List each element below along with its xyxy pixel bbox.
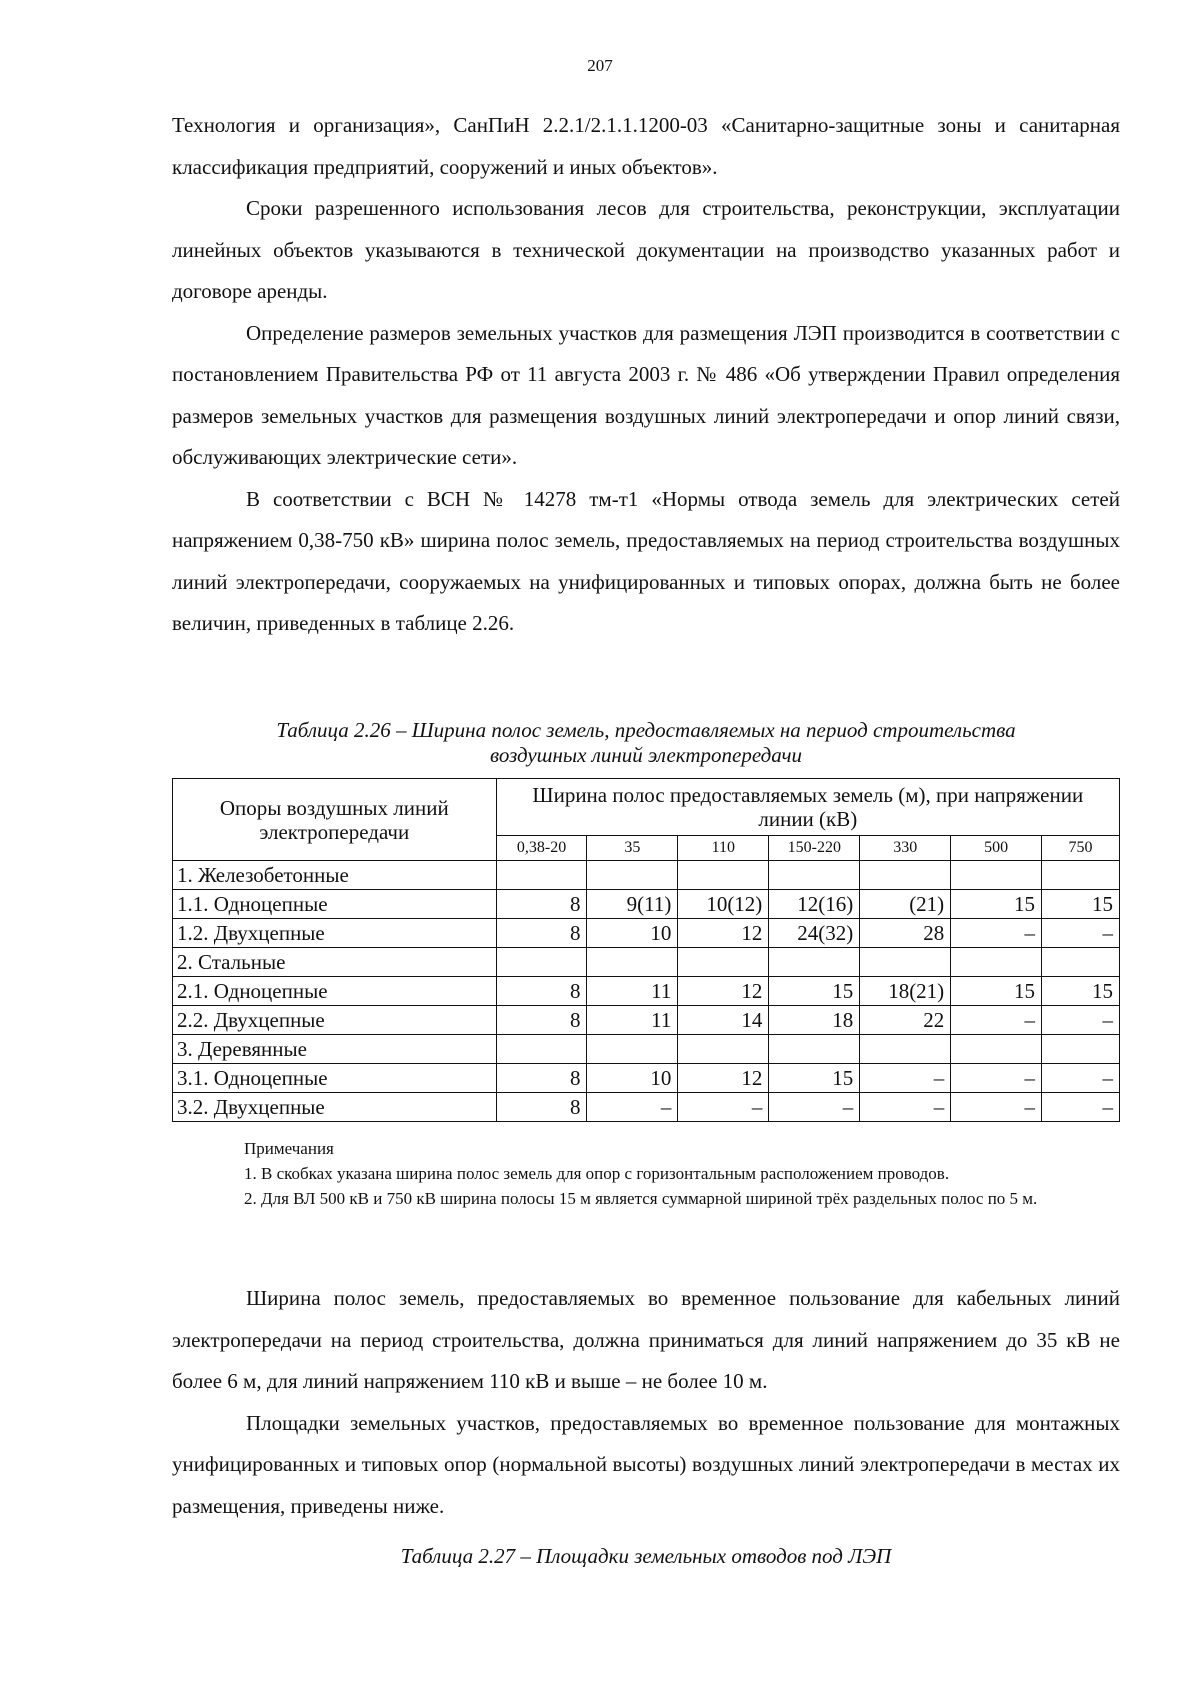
table-cell: 15	[951, 890, 1042, 919]
table-row	[173, 1006, 1120, 1035]
table-cell: 8	[496, 1093, 587, 1122]
table-cell: 12(16)	[769, 890, 860, 919]
table-cell: 8	[496, 1064, 587, 1093]
voltage-header-cell: 500	[951, 836, 1042, 861]
table-row	[173, 1093, 1120, 1122]
table-cell: 10	[587, 1064, 678, 1093]
table-cell: –	[951, 1064, 1042, 1093]
caption-line: воздушных линий электропередачи	[490, 743, 802, 767]
table-cell: –	[1042, 919, 1120, 948]
table-row	[173, 919, 1120, 948]
table-cell: –	[1042, 1006, 1120, 1035]
table-cell	[951, 861, 1042, 890]
table-row	[173, 1035, 1120, 1064]
table-2-27-caption: Таблица 2.27 – Площадки земельных отводов под ЛЭП	[400, 1544, 892, 1568]
table-row	[173, 948, 1120, 977]
table-cell: 18(21)	[860, 977, 951, 1006]
table-cell: (21)	[860, 890, 951, 919]
row-label: 3.2. Двухцепные	[173, 1093, 497, 1122]
table-row	[173, 861, 1120, 890]
body-text-bottom	[172, 1278, 1120, 1527]
voltage-header-cell: 0,38-20	[496, 836, 587, 861]
paragraph: Определение размеров земельных участков для размещения ЛЭП производится в соответствии с постановлением Правительства РФ от 11 августа 2003 г. № 486 «Об утверждении Правил определения размеров земельных участков для размещения воздушных линий электропередачи и опор линий связи, обслуживающих электрические сети».	[172, 320, 1120, 469]
body-text-top	[172, 105, 1120, 645]
voltage-header-cell: 35	[587, 836, 678, 861]
row-label: 1. Железобетонные	[173, 861, 497, 890]
table-cell: 12	[678, 919, 769, 948]
table-row	[173, 977, 1120, 1006]
table-cell: 24(32)	[769, 919, 860, 948]
note-item: 2. Для ВЛ 500 кВ и 750 кВ ширина полосы 15 м является суммарной шириной трёх раздельных полос по 5 м.	[244, 1189, 1038, 1208]
table-cell: 14	[678, 1006, 769, 1035]
table-cell	[678, 861, 769, 890]
table-body	[173, 861, 1120, 1122]
table-cell: 8	[496, 919, 587, 948]
paragraph: Технология и организация», СанПиН 2.2.1/2.1.1.1200-03 «Санитарно-защитные зоны и санитарная классификация предприятий, сооружений и иных объектов».	[172, 113, 1120, 179]
paragraph: Сроки разрешенного использования лесов для строительства, реконструкции, эксплуатации линейных объектов указываются в технической документации на производство указанных работ и договоре аренды.	[172, 196, 1120, 303]
table-cell	[678, 948, 769, 977]
table-cell	[860, 861, 951, 890]
table-cell: –	[860, 1093, 951, 1122]
table-row	[173, 1064, 1120, 1093]
notes-heading: Примечания	[244, 1139, 334, 1158]
table-cell	[496, 861, 587, 890]
table-cell: –	[1042, 1064, 1120, 1093]
table-cell: 8	[496, 977, 587, 1006]
table-cell: 18	[769, 1006, 860, 1035]
table-cell: 11	[587, 1006, 678, 1035]
table-cell	[1042, 861, 1120, 890]
table-cell: 22	[860, 1006, 951, 1035]
table-cell: 8	[496, 890, 587, 919]
table-cell	[587, 948, 678, 977]
table-2-26	[172, 778, 1120, 1122]
row-label: 3. Деревянные	[173, 1035, 497, 1064]
table-cell	[951, 948, 1042, 977]
table-row	[173, 890, 1120, 919]
table-cell: 15	[951, 977, 1042, 1006]
table-cell	[951, 1035, 1042, 1064]
table-2-26-caption	[172, 718, 1120, 768]
voltage-header-cell: 110	[678, 836, 769, 861]
table-cell: 28	[860, 919, 951, 948]
caption-line: Таблица 2.26 – Ширина полос земель, предоставляемых на период строительства	[276, 718, 1016, 742]
row-label: 1.1. Одноцепные	[173, 890, 497, 919]
table-cell: 12	[678, 977, 769, 1006]
table-cell: –	[951, 1093, 1042, 1122]
row-label: 1.2. Двухцепные	[173, 919, 497, 948]
table-cell	[1042, 948, 1120, 977]
table-cell: 9(11)	[587, 890, 678, 919]
table-cell	[860, 1035, 951, 1064]
row-label: 2. Стальные	[173, 948, 497, 977]
table-cell	[587, 861, 678, 890]
table-cell	[1042, 1035, 1120, 1064]
table-cell	[678, 1035, 769, 1064]
table-cell: 12	[678, 1064, 769, 1093]
voltage-header-cell: 330	[860, 836, 951, 861]
row-label: 2.2. Двухцепные	[173, 1006, 497, 1035]
voltage-header-cell: 750	[1042, 836, 1120, 861]
table-cell	[769, 861, 860, 890]
table-cell: 15	[769, 977, 860, 1006]
header-width: Ширина полос предоставляемых земель (м), при напряжении линии (кВ)	[496, 779, 1119, 836]
table-cell: 10	[587, 919, 678, 948]
table-cell: 8	[496, 1006, 587, 1035]
table-cell: –	[769, 1093, 860, 1122]
table-cell: –	[860, 1064, 951, 1093]
table-notes	[172, 1136, 1120, 1211]
table-cell	[496, 1035, 587, 1064]
table-cell: 15	[769, 1064, 860, 1093]
voltage-header-cell: 150-220	[769, 836, 860, 861]
page-number: 207	[587, 56, 613, 75]
table-cell: –	[1042, 1093, 1120, 1122]
row-label: 3.1. Одноцепные	[173, 1064, 497, 1093]
table-cell: 10(12)	[678, 890, 769, 919]
header-supports: Опоры воздушных линий электропередачи	[173, 779, 497, 861]
row-label: 2.1. Одноцепные	[173, 977, 497, 1006]
table-cell	[860, 948, 951, 977]
paragraph: В соответствии с ВСН № 14278 тм-т1 «Нормы отвода земель для электрических сетей напряжением 0,38-750 кВ» ширина полос земель, предоставляемых на период строительства воздушных линий электропередачи, сооружаемых на унифицированных и типовых опорах, должна быть не более величин, приведенных в таблице 2.26.	[172, 486, 1120, 635]
table-cell: –	[951, 919, 1042, 948]
table-cell: 11	[587, 977, 678, 1006]
table-cell: 15	[1042, 977, 1120, 1006]
table-cell	[769, 1035, 860, 1064]
table-cell: –	[951, 1006, 1042, 1035]
table-cell: –	[587, 1093, 678, 1122]
paragraph: Ширина полос земель, предоставляемых во временное пользование для кабельных линий электропередачи на период строительства, должна приниматься для линий напряжением до 35 кВ не более 6 м, для линий напряжением 110 кВ и выше – не более 10 м.	[172, 1286, 1120, 1393]
table-cell: 15	[1042, 890, 1120, 919]
note-item: 1. В скобках указана ширина полос земель для опор с горизонтальным расположением проводов.	[244, 1164, 950, 1183]
paragraph: Площадки земельных участков, предоставляемых во временное пользование для монтажных унифицированных и типовых опор (нормальной высоты) воздушных линий электропередачи в местах их размещения, приведены ниже.	[172, 1410, 1120, 1518]
table-cell: –	[678, 1093, 769, 1122]
table-cell	[496, 948, 587, 977]
table-cell	[769, 948, 860, 977]
table-cell	[587, 1035, 678, 1064]
